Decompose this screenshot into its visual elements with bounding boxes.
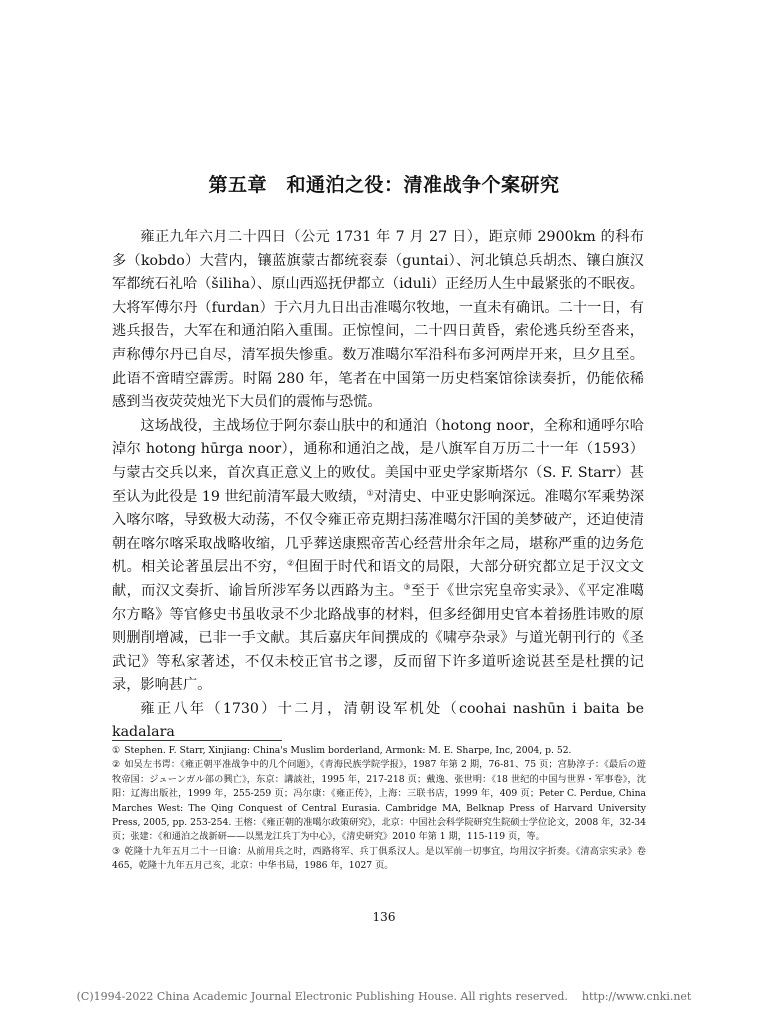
paragraph-3: 雍正八年（1730）十二月，清朝设军机处（coohai nashūn i baita be kadalara [112, 700, 644, 741]
chapter-title: 第五章 和通泊之役：清准战争个案研究 [208, 174, 560, 196]
footnote-ref-1[interactable]: ① [366, 487, 374, 497]
copyright-notice: (C)1994-2022 China Academic Journal Electronic Publishing House. All rights reserved. http://www.cnki.net [76, 990, 692, 1003]
paragraph-1: 雍正九年六月二十四日（公元 1731 年 7 月 27 日），距京师 2900km 的科布多（kobdo）大营内，镶蓝旗蒙古都统衮泰（guntai）、河北镇总兵胡杰、镶白旗汉军都统石礼哈（šiliha）、原山西巡抚伊都立（iduli）正经历人生中最紧张的不眠夜。大将军傅尔丹（furdan）于六月九日出击准噶尔牧地，一直未有确讯。二十一日，有逃兵报告，大军在和通泊陷入重围。正惊惶间，二十四日黄昏，索伦逃兵纷至沓来，声称傅尔丹已自尽，清军损失惨重。数万准噶尔军沿科布多河两岸开来，旦夕且至。此语不啻晴空霹雳。时隔 280 年，笔者在中国第一历史档案馆徐读奏折，仍能依稀感到当夜荧荧烛光下大员们的震怖与恐慌。 [112, 229, 644, 411]
footnote-3 [112, 845, 646, 874]
paragraph-2-part-2: 对清史、中亚史影响深远。准噶尔军乘势深入喀尔喀，导致极大动荡，不仅令雍正帝克期扫荡准噶尔汗国的美梦破产，还迫使清朝在喀尔喀采取战略收缩，几乎葬送康熙帝苦心经营卅余年之局，堪称严重的边务危机。相关论著虽层出不穷， [112, 488, 645, 576]
footnote-2 [112, 758, 646, 844]
footnote-ref-2[interactable]: ② [286, 558, 295, 568]
footnote-mark: ② [112, 759, 121, 771]
page-number: 136 [372, 910, 396, 924]
footnote-text: Stephen. F. Starr, Xinjiang: China's Muslim borderland, Armonk: M. E. Sharpe, Inc, 2004, p. 52. [124, 745, 572, 756]
footnote-mark: ③ [112, 845, 121, 857]
paragraph-2-part-3: 但囿于时代和语文的局限，大部分研究都立足于汉文文献，而汉文奏折、谕旨所涉军务以西路为主。 [112, 559, 644, 599]
paragraph-2-part-1: 这场战役，主战场位于阿尔泰山肤中的和通泊（hotong noor，全称和通呼尔哈淖尔 hotong hūrga noor），通称和通泊之战，是八旗军自万历二十一年（1593）与蒙古交兵以来，首次真正意义上的败仗。美国中亚史学家斯塔尔（S. F. Starr）甚至认为此役是 19 世纪前清军最大败绩， [112, 417, 644, 505]
footnote-mark: ① [112, 745, 121, 756]
footnote-ref-3[interactable]: ③ [403, 582, 411, 592]
paragraph-2 [112, 415, 644, 698]
footnote-text: 如吴左书谔：《雍正朝平准战争中的几个问题》，《青海民族学院学报》，1987 年第 2 期，76-81、75 页；宫胁淳子：《最后の遊牧帝国：ジューンガル部の興亡》，东京：講談社，1995 年，217-218 页；戴逸、张世明：《18 世纪的中国与世界・军事卷》，沈阳：辽海出版社，1999 年，255-259 页；冯尔康：《雍正传》，上海：三联书店，1999 年，409 页；Peter C. Perdue, China Marches West: The Qing Conquest of Central Eurasia. Cambridge MA, Belknap Press of Harvard University Press, 2005, pp. 253-254. 王榕：《雍正朝的准噶尔政策研究》，北京：中国社会科学院研究生院硕士学位论文，2008 年，32-34 页；张建：《和通泊之战新研——以黑龙江兵丁为中心》，《清史研究》2010 年第 1 期，115-119 页，等。 [112, 759, 646, 843]
footnotes [112, 744, 646, 874]
body-text [112, 226, 644, 745]
footnote-text: 乾隆十九年五月二十一日谕：从前用兵之时，西路将军、兵丁俱系汉人。是以军前一切事宜，均用汉字折奏。《清高宗实录》卷 465，乾隆十九年五月己亥，北京：中华书局，1986 年，1027 页。 [112, 845, 646, 872]
paragraph-2-part-4: 至于《世宗宪皇帝实录》、《平定准噶尔方略》等官修史书虽收录不少北路战事的材料，但多经御用史官本着扬胜讳败的原则删削增减，已非一手文献。其后嘉庆年间撰成的《啸亭杂录》与道光朝刊行的《圣武记》等私家著述，不仅未校正官书之谬，反而留下许多道听途说甚至是杜撰的记录，影响甚广。 [112, 582, 644, 694]
footnote-divider [112, 740, 282, 741]
footnote-1 [112, 744, 646, 758]
